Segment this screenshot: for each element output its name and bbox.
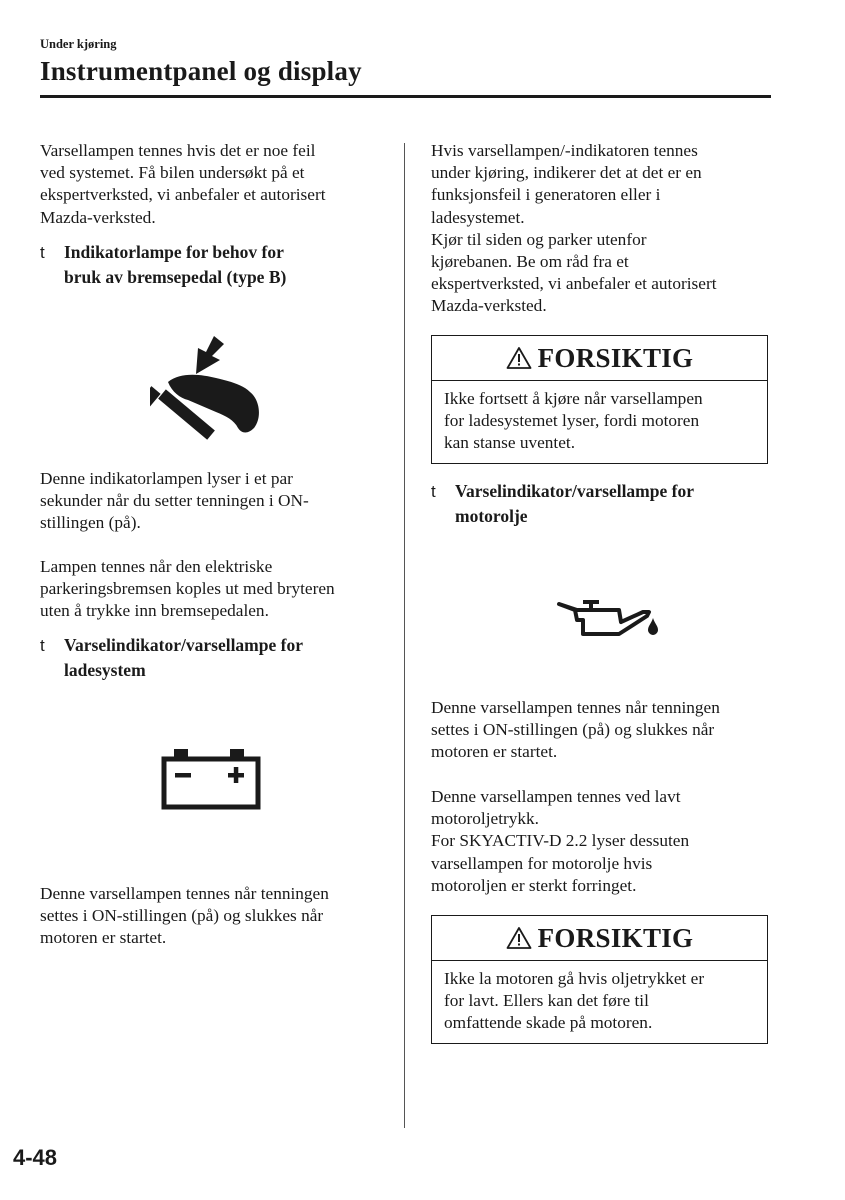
caution-title: FORSIKTIG [537, 342, 694, 373]
title-rule [40, 95, 771, 98]
engine-oil-heading: t Varselindikator/varsellampe for motorolje [431, 481, 694, 526]
caution-text: Ikke fortsett å kjøre når varsellampen for ladesystemet lyser, fordi motoren kan stanse uventet. [444, 389, 703, 453]
caution-header [432, 336, 767, 381]
brake-pedal-heading: t Indikatorlampe for behov for bruk av bremsepedal (type B) [40, 242, 287, 287]
charging-text: Denne varsellampen tennes når tenningen settes i ON-stillingen (på) og slukkes når motoren er startet. [40, 884, 329, 948]
oil-text-2: Denne varsellampen tennes ved lavt motoroljetrykk. For SKYACTIV-D 2.2 lyser dessuten varsellampen for motorolje hvis motoroljen er sterkt forringet. [431, 787, 690, 895]
charging-continued: Hvis varsellampen/-indikatoren tennes under kjøring, indikerer det at det er en funksjonsfeil i generatoren eller i ladesystemet. Kjør til siden og parker utenfor kjørebanen. Be om råd fra et ekspertverksted, vi anbefaler et autorisert Mazda-verksted. [431, 141, 717, 316]
oil-text-1: Denne varsellampen tennes når tenningen settes i ON-stillingen (på) og slukkes når motoren er startet. [431, 698, 720, 762]
warning-triangle-icon [506, 926, 532, 950]
caution-title: FORSIKTIG [537, 922, 694, 953]
caution-box-oil [431, 915, 768, 1044]
brake-text-2: Lampen tennes når den elektriske parkeringsbremsen koples ut med bryteren uten å trykke inn bremsepedalen. [40, 557, 335, 621]
column-divider [404, 143, 405, 1128]
caution-header [432, 916, 767, 961]
brake-text-1: Denne indikatorlampen lyser i et par sekunder når du setter tenningen i ON- stillingen (på). [40, 469, 309, 533]
oil-can-icon [555, 598, 661, 640]
warning-triangle-icon [506, 346, 532, 370]
battery-charging-icon [160, 745, 262, 811]
page-title: Instrumentpanel og display [40, 56, 362, 86]
bullet-icon: t [40, 636, 45, 655]
charging-system-heading: t Varselindikator/varsellampe for ladesystem [40, 635, 303, 680]
bullet-icon: t [40, 243, 45, 262]
section-label: Under kjøring [40, 37, 117, 51]
caution-text: Ikke la motoren gå hvis oljetrykket er for lavt. Ellers kan det føre til omfattende skade på motoren. [444, 969, 705, 1033]
bullet-icon: t [431, 482, 436, 501]
caution-box-charging [431, 335, 768, 464]
intro-paragraph: Varsellampen tennes hvis det er noe feil ved systemet. Få bilen undersøkt på et ekspertverksted, vi anbefaler et autorisert Mazda-verksted. [40, 141, 326, 227]
brake-pedal-indicator-icon [150, 330, 270, 440]
page-number: 4-48 [13, 1145, 58, 1170]
